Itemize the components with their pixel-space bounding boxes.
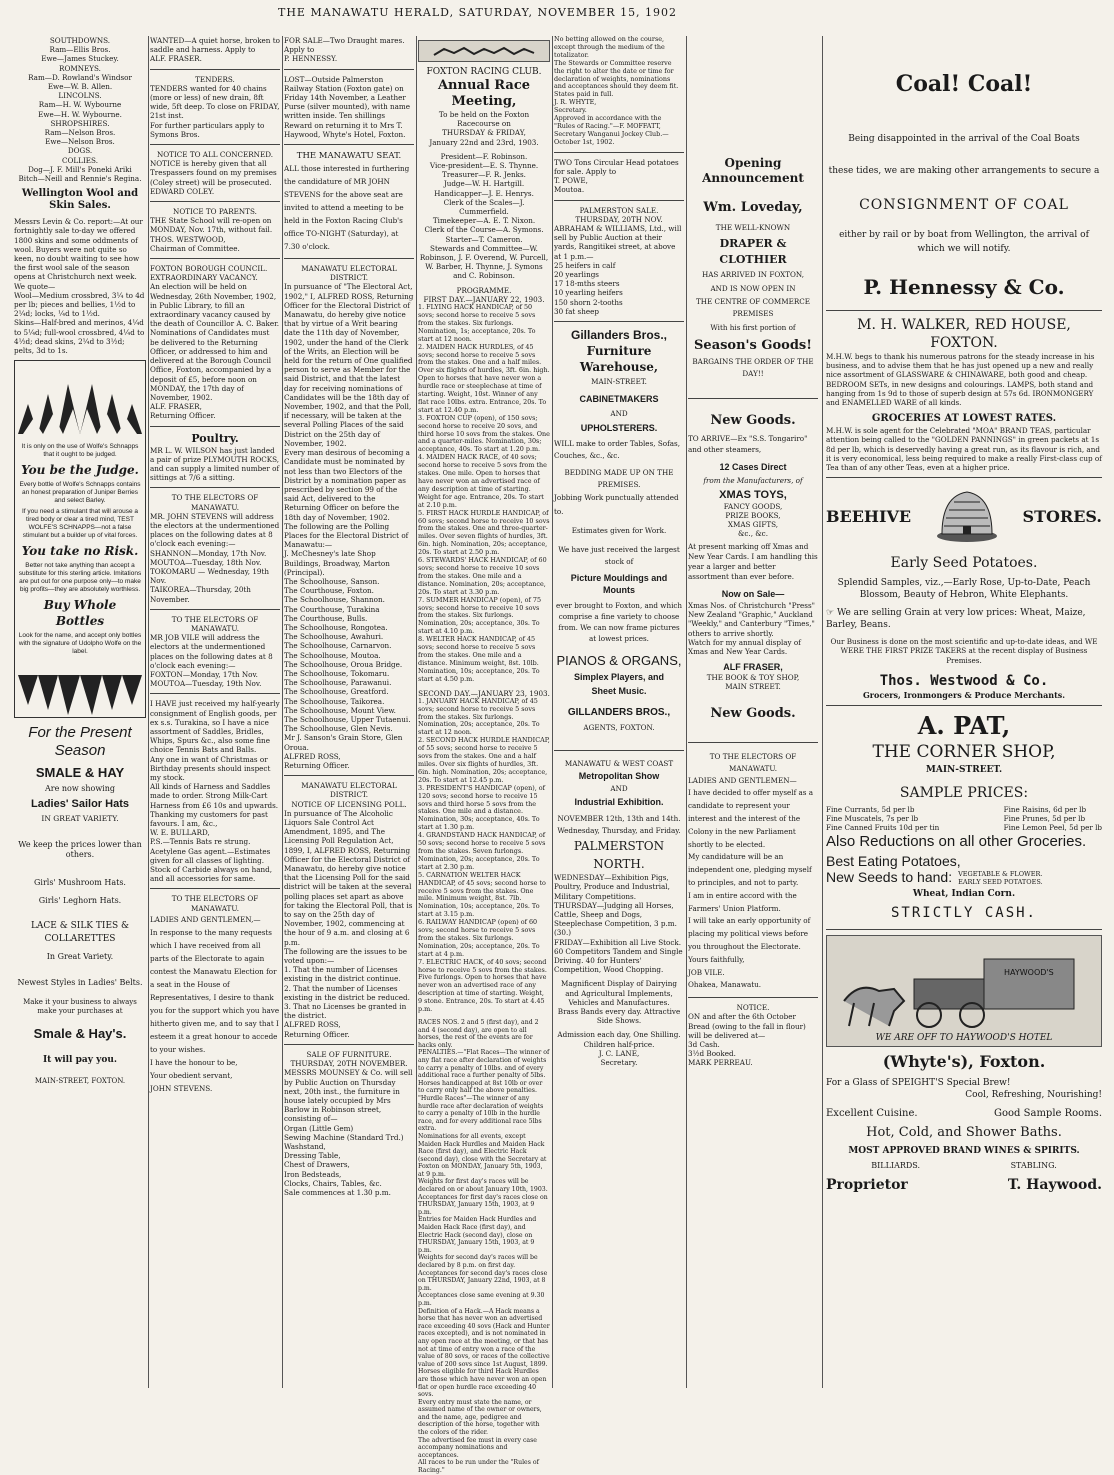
smale-sailor-hats: Ladies' Sailor Hats <box>31 798 129 811</box>
beehive-word: BEEHIVE <box>826 506 912 526</box>
race-footer: RACES NOS. 2 and 5 (first day), and 2 and 4 (second day), are open to all horses, the rest of the events are for hacks only. PENALTIES.—"Flat Races—The winner of any flat race after declaration of weights to carry a penalty of 10lbs. and of every additional race a further penalty of 5lbs. Horses handicapped at 8st 10lb or over to carry only half the above penalties. "Hurdle Races"—The winner of any hurdle race after declaration of weights to carry a penalty of 10lb in the hurdle race, and for every additional race 5lbs extra. Nominations for all events, except Maiden Hack Hurdles and Maiden Hack Race (first day), and Electric Hack (second day), close with the Secretary at Foxton on MONDAY, January 5th, 1903, at 9 p.m. Weights for first day's races will be declared on or about January 10th, 1903. Acceptances for first day's races close on THURSDAY, January 15th, 1903, at 9 p.m. Entries for Maiden Hack Hurdles and Maiden Hack Race (first day), and Electric Hack (second day), close on THURSDAY, January 15th, 1903, at 9 p.m. Weights for second day's races will be declared by 8 p.m. on first day. Acceptances for second day's races close on THURSDAY, January 22nd, 1903, at 8 p.m. Acceptances close same evening at 9.30 p.m. Definition of a Hack.—A Hack means a horse that has never won an advertised race exceeding 40 sovs (Hack and Hunter races excepted), and is not nominated in any open race at the meeting, or that has not at time of entry won a race of the value of 80 sovs, or races of the collective value of 200 sovs since 1st August, 1899. Horses eligible for third Hack Hurdles are those which have never won an open flat or open hurdle race exceeding 40 sovs. Every entry must state the name, or assumed name of the owner or owners, and the name, age, pedigree and description of the horse, together with the colors of the rider. The advertised fee must in every case accompany nominations and acceptances. All races to be run under the "Rules of Racing." <box>418 1019 550 1475</box>
race-meeting-title: Annual Race Meeting, <box>437 78 531 109</box>
best-potatoes: Best Eating Potatoes, <box>826 852 961 869</box>
divider <box>150 201 280 202</box>
groceries-heading: GROCERIES AT LOWEST RATES. <box>871 413 1057 425</box>
wolfe-body-1: Every bottle of Wolfe's Schnapps contains an honest preparation of Juniper Berries and select Barley. <box>19 480 141 504</box>
masthead-text: THE MANAWATU HERALD, SATURDAY, NOVEMBER 15, 1902 <box>278 6 678 19</box>
divider <box>554 750 684 751</box>
zigzag-border-icon <box>18 364 142 440</box>
palmerston-heading: PALMERSTON SALE. THURSDAY, 20TH NOV. <box>575 205 663 224</box>
race-rules: No betting allowed on the course, except through the medium of the totalizator. The Stewards or Committee reserve the right to alter the date or time for declaration of weights, nominations and acceptances should they deem fit. States paid in full. J. R. WHYTE, Secretary. Approved in accordance with the "Rules of Racing."—F. MOFFATT, Secretary Wanganui Jockey Club.—October 1st, 1902. <box>554 35 679 146</box>
column-1 <box>14 36 146 1388</box>
racing-club-title: FOXTON RACING CLUB. <box>426 67 542 77</box>
column-divider <box>282 36 283 1388</box>
smale-mushroom: Girls' Mushroom Hats. <box>34 878 126 888</box>
price-list <box>826 805 1102 833</box>
rooms: Good Sample Rooms. <box>994 1107 1102 1119</box>
electors-2-heading: TO THE ELECTORS OF MANAWATU. <box>171 614 259 633</box>
loveday-portion: With his first portion of <box>710 323 796 332</box>
now-on-sale: Now on Sale— <box>721 589 785 599</box>
column-3 <box>284 36 414 1388</box>
pointing-hand-icon: ☞ <box>826 608 837 619</box>
licensing-body: In pursuance of The Alcoholic Liquors Sale Control Act Amendment, 1895, and The Licensing Poll Regulation Act, 1899, I, ALFRED ROSS, Returning Officer for the Electoral District of Manawatu, do hereby give notice that the Licensing Poll for the said district will be taken at the several polling places set apart as above for taking the Electoral Poll, that is to say on the 25th day of November, 1902, commencing at the hour of 9 a.m. and closing at 6 p.m. The following are the issues to be voted upon:— 1. That the number of Licenses existing in the district continue. 2. That the number of Licenses existing in the district be reduced. 3. That no Licenses be granted in the district. ALFRED ROSS, Returning Officer. <box>284 808 413 1039</box>
divider <box>826 477 1102 478</box>
furniture-body: MESSRS MOUNSEY & Co. will sell by Public Auction on Thursday next, 20th inst., the furniture in house lately occupied by Mrs Barlow in Robinson street, consisting of— Organ (Little Gem) Sewing Machine (Standard Trd.) Washstand, Dressing Table, Chest of Drawers, Iron Bedsteads, Clocks, Chairs, Tables, &c. Sale commences at 1.30 p.m. <box>284 1068 413 1197</box>
column-divider <box>686 36 687 1388</box>
gillanders-mouldings: Picture Mouldings and Mounts <box>570 573 668 596</box>
show-display: Magnificent Display of Dairying and Agricultural Implements, Vehicles and Manufactures. Brass Bands every day. Attractive Side Shows. <box>557 979 681 1026</box>
electors-2-body: MR JOB VILE will address the electors at the undermentioned places on the following dates at 8 o'clock each evening:— FOXTON—Monday, 17th Nov. MOUTOA—Tuesday, 19th Nov. <box>150 633 273 689</box>
loveday-name: Wm. Loveday, <box>703 200 803 215</box>
divider <box>284 775 414 776</box>
notice-body: NOTICE is hereby given that all Trespassers found on my premises (Coley street) will be prosecuted. EDWARD COLEY. <box>150 159 277 196</box>
smale-lace: LACE & SILK TIES & COLLARETTES <box>30 921 130 945</box>
proprietor: Proprietor <box>826 1176 908 1193</box>
loveday-arrived: HAS ARRIVED IN FOXTON, <box>701 270 805 279</box>
lost-ad: LOST—Outside Palmerston Railway Station (Foxton gate) on Friday 14th November, a Leather Purse (silver mounted), with name written inside. Ten shillings Reward on returning it to Mrs T. Haywood, Whyte's Hotel, Foxton. <box>284 74 411 139</box>
opening-announcement: Opening Announcement <box>702 156 804 185</box>
day-2-body: 1. JANUARY HACK HANDICAP, of 45 sovs; second horse to receive 5 sovs from the stakes. Six furlongs. Nomination, 20s; acceptance, 20s. To start at 12 noon. 2. SECOND HACK HURDLE HANDICAP, of 55 sovs; second horse to receive 5 sovs from the stakes. One and a half miles. Over six flights of hurdles, 3ft. 6in. high. Nomination, 20s; acceptance, 20s. To start at 12.45 p.m. 3. PRESIDENT'S HANDICAP (open), of 120 sovs; second horse to receive 15 sovs and third horse 5 sovs from the stakes. One mile and a distance. Nomination, 30s; acceptance, 40s. To start at 1.30 p.m. 4. GRANDSTAND HACK HANDICAP, of 50 sovs; second horse to receive 5 sovs from the stakes. Seven furlongs. Nomination, 20s; acceptance, 20s. To start at 2.30 p.m. 5. CARNATION WELTER HACK HANDICAP, of 45 sovs; second horse to receive 5 sovs from the stakes. One mile. Minimum weight, 8st. 7lb. Nomination, 10s; acceptance, 20s. To start at 3.15 p.m. 6. RAILWAY HANDICAP (open) of 60 sovs; second horse to receive 5 sovs from the stakes. Six furlongs. Nomination, 20s; acceptance, 20s. To start at 4 p.m. 7. ELECTRIC HACK, of 40 sovs; second horse to receive 5 sovs from the stakes. Five furlongs. Open to horses that have never won an advertised race of any description at time of starting. Weight, 9 stone. Entrance, 20s. To start at 4.45 p.m. <box>418 696 550 1014</box>
seed-potatoes: Early Seed Potatoes. <box>890 555 1038 572</box>
seat-heading: THE MANAWATU SEAT. <box>296 151 402 162</box>
column-divider <box>416 36 417 1388</box>
gillanders-music: Sheet Music. <box>591 686 647 697</box>
show-and: AND <box>610 784 628 794</box>
horse-race-icon <box>429 43 539 59</box>
divider <box>826 705 1102 706</box>
show-industrial: Industrial Exhibition. <box>574 797 664 808</box>
seat-body: ALL those interested in furthering the candidature of MR JOHN STEVENS for the above seat are invited to attend a meeting to be held in the Foxton Racing Club's office TO-NIGHT (Saturday), at 7.30 o'clock. <box>284 164 410 252</box>
bullard-ad: I HAVE just received my half-yearly consignment of English goods, per ex s.s. Turakina, so I have a nice assortment of Saddles, Bridles, Whips, Spurs &c., also some fine choice Tennis Bats and Balls. Any one in want of Christmas or Birthday presents should inspect my stock. All kinds of Harness and Saddles made to order. Strong Milk-Cart Harness from £6 10s and upwards. Thanking my customers for past favours. I am, &c., W. E. BULLARD, P.S.—Tennis Bats re strung. Acetylene Gas agent.—Estimates given for all classes of lighting. Stock of Carbide always on hand, and all accessories for same. <box>150 699 280 884</box>
race-officials: President—F. Robinson. Vice-president—E. S. Thynne. Treasurer—F. R. Jenks. Judge—W. H. Hartgill. Handicapper—J. E. Henrys. Clerk of the Scales—J. Cummerfield. Timekeeper—A. E. T. Nixon. Clerk of the Course—A. Symons. Starter—T. Cameron. Stewards and Committee—W. Robinson, J. F. Overend, W. Purcell, W. Barber, H. Thynne, J. Symons and C. Robinson. <box>419 151 549 281</box>
electors-1-heading: TO THE ELECTORS OF MANAWATU. <box>171 493 259 512</box>
divider <box>284 144 414 145</box>
baths-line: Hot, Cold, and Shower Baths. <box>866 1124 1062 1140</box>
loveday-wellknown: THE WELL-KNOWN <box>715 223 791 232</box>
borough-heading: FOXTON BOROUGH COUNCIL. EXTRAORDINARY VACANCY. <box>150 264 268 283</box>
divider <box>688 742 818 743</box>
gillanders-foxton: AGENTS, FOXTON. <box>583 723 655 733</box>
loveday-open: AND IS NOW OPEN IN <box>710 284 796 293</box>
new-goods-heading: New Goods. <box>710 413 796 428</box>
prices-right: Fine Raisins, 6d per lb Fine Prunes, 5d per lb Fine Lemon Peel, 5d per lb <box>1003 805 1102 833</box>
smale-prices: We keep the prices lower than others. <box>18 840 142 860</box>
wool-sales-body: Messrs Levin & Co. report:—At our fortnightly sale to-day we offered 1800 skins and some oddments of wool. Buyers were not quite so keen, no doubt waiting to see how the first wool sale of the season opens at Christchurch next week. We quote— Wool—Medium crossbred, 3¼ to 4d per lb; pieces and bellies, 1½d to 2¼d; locks, ¼d to 1½d. Skins—Half-bred and merinos, 4¼d to 5¼d; full-wool crossbred, 4¼d to 4½d; dead skins, 2¼d to 3½d; pelts, 3d to 1s. <box>14 217 145 356</box>
stabling: STABLING. <box>1010 1160 1057 1170</box>
divider <box>150 258 280 259</box>
wolfe-body-3: Better not take anything than accept a substitute for this sterling article. Imitations are put out for one purpose only—to make big profits—they are absolutely worthless. <box>18 561 142 593</box>
westwood-sub: Grocers, Ironmongers & Produce Merchants. <box>862 689 1066 700</box>
wool-sales-title: Wellington Wool and Skin Sales. <box>21 188 139 212</box>
column-2 <box>150 36 280 1388</box>
coach-illustration <box>826 935 1102 1047</box>
tenders-body: TENDERS wanted for 40 chains (more or less) of new drain, 8ft wide, 5ft deep. To close on FRIDAY, 21st inst. For further particulars apply to Symons Bros. <box>150 83 280 139</box>
grain-text: We are selling Grain at very low prices: Wheat, Maize, Barley, Beans. <box>826 608 1086 631</box>
prices-left: Fine Currants, 5d per lb Fine Muscatels, 7s per lb Fine Canned Fruits 10d per tin <box>826 805 940 833</box>
gillanders-estimates: Estimates given for Work. <box>571 526 667 536</box>
district-body: In pursuance of "The Electoral Act, 1902," I, ALFRED ROSS, Returning Officer for the Electoral District of Manawatu, do hereby give notice that by virtue of a Writ bearing date the 11th day of November, 1902, under the hand of the Clerk of the Writs, an Election will be held for the return of One qualified person to serve as Member for the said District, and that the latest day for receiving nominations of Candidates will be the 18th day of November, 1902, and that the Poll, if necessary, will be taken at the several Polling Places of the said District on the 25th day of November, 1902. Every man desirous of becoming a Candidate must be nominated by not less than two Electors of the District by a nomination paper as prescribed by section 99 of the said Act, delivered to the Returning Officer on before the 18th day of November, 1902. The following are the Polling Places for the Electoral District of Manawatu:— J. McChesney's late Shop Buildings, Broadway, Marton (Principal). The Schoolhouse, Sanson. The Courthouse, Foxton. The Schoolhouse, Shannon. The Courthouse, Turakina The Courthouse, Bulls. The Schoolhouse, Rongotea. The Schoolhouse, Awahuri. The Schoolhouse, Carnarvon. The Schoolhouse, Moutoa. The Schoolhouse, Oroua Bridge. The Schoolhouse, Tokomaru. The Schoolhouse, Parawanui. The Schoolhouse, Greatford. The Schoolhouse, Taikorea. The Schoolhouse, Mount View. The Schoolhouse, Upper Tutaenui. The Schoolhouse, Glen Nevis. Mr J. Sanson's Grain Store, Glen Oroua. ALFRED ROSS, Returning Officer. <box>284 282 414 770</box>
new-seeds-line <box>826 870 1102 886</box>
walker-heading: M. H. WALKER, RED HOUSE, FOXTON. <box>857 317 1071 351</box>
wines-line: MOST APPROVED BRAND WINES & SPIRITS. <box>848 1145 1080 1156</box>
cuisine-line <box>826 1105 1102 1123</box>
glass-line: For a Glass of SPEIGHT'S Special Brew! <box>826 1077 1011 1088</box>
forsale-ad: FOR SALE—Two Draught mares. Apply to P. HENNESSY. <box>284 36 405 64</box>
sample-prices: SAMPLE PRICES: <box>899 785 1029 802</box>
electors-3-body: LADIES AND GENTLEMEN,— In response to the many requests which I have received from all parts of the Electorate to again contest the Manawatu Election for a seat in the House of Representatives, I desire to thank you for the support which you have hitherto given me, and to say that I esteem it a great honour to accede to your wishes. I have the honour to be, Your obedient servant, JOHN STEVENS. <box>150 914 280 1093</box>
gillanders-jobbing: Jobbing Work punctually attended to. <box>554 493 679 517</box>
loveday-seasons-goods: Season's Goods! <box>694 338 812 353</box>
potatoes-ad: TWO Tons Circular Head potatoes for sale. Apply to T. POWE, Moutoa. <box>554 157 679 195</box>
furniture-date: THURSDAY, 20TH NOVEMBER. <box>290 1059 408 1069</box>
day-2-heading: SECOND DAY.—JANUARY 23, 1903. <box>418 688 550 698</box>
corner-shop: THE CORNER SHOP, <box>872 742 1056 763</box>
divider <box>150 888 280 889</box>
alf-fraser: ALF FRASER, <box>723 662 783 673</box>
smale-lace-variety: In Great Variety. <box>46 952 114 962</box>
masthead <box>0 6 1114 24</box>
divider <box>284 258 414 259</box>
billiards-line <box>826 1159 1102 1173</box>
column-divider <box>148 36 149 1388</box>
gillanders-players: Simplex Players, and <box>573 672 665 683</box>
billiards: BILLIARDS. <box>871 1160 921 1170</box>
divider <box>284 69 414 70</box>
smale-address: MAIN-STREET, FOXTON. <box>34 1077 126 1086</box>
electors-1-body: MR. JOHN STEVENS will address the electors at the undermentioned places on the following dates at 8 o'clock each evening:— SHANNON—Monday, 17th Nov. MOUTOA—Tuesday, 18th Nov. TOKOMARU — Wednesday, 19th Nov. TAIKOREA—Thursday, 20th November. <box>150 511 280 604</box>
corner-street: MAIN-STREET. <box>925 765 1003 776</box>
new-goods-heading-2: New Goods. <box>710 705 796 721</box>
divider <box>150 144 280 145</box>
divider <box>688 997 818 998</box>
xmas-numbers: Xmas Nos. of Christchurch "Press" New Zealand "Graphic," Auckland "Weekly," and Canterbury "Times," others to arrive shortly. Watch for my annual display of Xmas and New Year Cards. <box>688 601 815 657</box>
groceries-body: M.H.W. is sole agent for the Celebrated "MOA" BRAND TEAS, particular attention being called to the "GOLDEN PANNINGS" in green packets at 1s 8d per lb, which is deservedly having a great run, as its flavour is rich, and it is very economical, less being required to make a really First-class cup of Tea than of any other Teas, even at a higher price. <box>826 426 1102 473</box>
smale-belts: Newest Styles in Ladies' Belts. <box>17 978 143 988</box>
show-admission: Admission each day, One Shilling. Children half-price. J. C. LANE, Secretary. <box>557 1030 681 1067</box>
racing-banner-icon <box>418 40 550 62</box>
smale-name: SMALE & HAY <box>35 765 125 781</box>
smale-leghorn: Girls' Leghorn Hats. <box>38 896 122 906</box>
column-7 <box>826 36 1102 1388</box>
beehive-header <box>826 483 1102 549</box>
licensing-heading: MANAWATU ELECTORAL DISTRICT. NOTICE OF LICENSING POLL. <box>291 781 407 809</box>
smale-pay: It will pay you. <box>42 1055 118 1066</box>
tenders-heading: TENDERS. <box>195 74 235 84</box>
coal-body-3: either by rail or by boat from Wellington, the arrival of which we will notify. <box>839 230 1089 254</box>
notice-heading: NOTICE TO ALL CONCERNED. <box>156 150 273 160</box>
smale-showing: Are now showing <box>45 784 115 794</box>
divider <box>150 609 280 610</box>
gillanders-name: Gillanders Bros., <box>570 327 668 342</box>
xmas-toys: XMAS TOYS, <box>719 489 787 501</box>
loveday-premises: THE CENTRE OF COMMERCE PREMISES <box>695 297 811 318</box>
seed-body: Splendid Samples, viz.,—Early Rose, Up-to-Date, Peach Blossom, Beauty of Hebron, White Elephants. <box>837 578 1091 601</box>
divider <box>150 69 280 70</box>
loveday-bargains: BARGAINS THE ORDER OF THE DAY!! <box>692 357 814 378</box>
main-street: MAIN STREET. <box>725 682 781 692</box>
walker-body: M.H.W. begs to thank his numerous patrons for the steady increase in his business, and to advise them that he has just opened up a new and really nice assortment of GLASSWARE & CHINAWARE, both good and cheap. BEDROOM SETs, in new designs and colourings. LAMPS, both stand and hanging from 1s 9d to those of superb design at 57s 6d. IRONMONGERY and ENAMELLED WARE of all kinds. <box>826 352 1095 408</box>
coal-heading: Coal! Coal! <box>895 71 1033 97</box>
new-goods-manufacturers: from the Manufacturers, of <box>703 476 803 485</box>
show-schedule: WEDNESDAY—Exhibition Pigs, Poultry, Produce and Industrial, Military Competitions. THURSDAY—Judging all Horses, Cattle, Sheep and Dogs, Steeplechase Competition, 3 p.m. (30.) FRIDAY—Exhibition all Live Stock. 60 Competitors Tandem and Single Driving. 40 for Hunters' Competition, Wood Chopping. <box>554 873 683 975</box>
divider <box>150 426 280 427</box>
borough-body: An election will be held on Wednesday, 26th November, 1902, in Public Library, to fill an extraordinary vacancy caused by the death of Councillor A. C. Baker. Nominations of Candidates must be delivered to the Returning Officer, or addressed to him and delivered at the Borough Council Office, Foxton, accompanied by a deposit of £5, before noon on MONDAY, the 17th day of November, 1902. ALF. FRASER, Returning Officer. <box>150 282 280 421</box>
gillanders-frame: ever brought to Foxton, and which comprise a fine variety to choose from. We can now frame pictures at lowest prices. <box>555 601 683 644</box>
westwood-name: Thos. Westwood & Co. <box>879 672 1049 689</box>
gillanders-bedding: BEDDING MADE UP ON THE PREMISES. <box>564 468 674 490</box>
stores-word: STORES. <box>1022 506 1102 526</box>
xmas-cards: At present marking off Xmas and New Year Cards. I am handling this year a larger and better assortment than ever before. <box>688 542 818 581</box>
wolfe-intro: It is only on the use of Wolfe's Schnapps that it ought to be judged. <box>21 442 139 458</box>
wolfe-judge: You be the Judge. <box>21 462 139 477</box>
smale-variety: IN GREAT VARIETY. <box>41 814 119 824</box>
district-heading: MANAWATU ELECTORAL DISTRICT. <box>301 264 397 283</box>
show-metropolitan: Metropolitan Show <box>578 771 660 782</box>
horse-coach-icon <box>834 941 1094 1041</box>
programme-heading: PROGRAMME. <box>456 285 512 295</box>
gillanders-received: We have just received the largest stock of <box>558 545 680 567</box>
parents-body: THE State School will re-open on MONDAY, Nov. 17th, without fail. THOS. WESTWOOD, Chairman of Committee. <box>150 216 273 253</box>
whytes-foxton: (Whyte's), Foxton. <box>882 1051 1046 1071</box>
divider <box>554 200 684 201</box>
show-dates: NOVEMBER 12th, 13th and 14th. Wednesday, Thursday, and Friday. <box>557 814 681 836</box>
palmerston-body: ABRAHAM & WILLIAMS, Ltd., will sell by Public Auction at their yards, Rangitikei street, at above at 1 p.m.— 25 heifers in calf 20 yearlings 17 18-mths steers 10 yearling heifers 150 shorn 2-tooths 30 fat sheep <box>554 223 682 316</box>
wolfe-advert <box>14 360 146 718</box>
column-divider <box>552 36 553 1388</box>
strictly-cash: STRICTLY CASH. <box>890 904 1037 921</box>
divider <box>688 398 818 399</box>
column-divider <box>822 36 823 1388</box>
loveday-draper: DRAPER & CLOTHIER <box>719 237 787 266</box>
wanted-ad: WANTED—A quiet horse, broken to saddle and harness. Apply to ALF. FRASER. <box>150 36 280 64</box>
smale-headline: For the Present Season <box>28 724 132 760</box>
gillanders-and: AND <box>610 408 628 418</box>
also-reductions: Also Reductions on all other Groceries. <box>826 832 1087 850</box>
wolfe-body-4: Look for the name, and accept only bottles with the signature of Udolpho Wolfe on the label. <box>18 631 142 655</box>
show-line-1: MANAWATU & WEST COAST <box>564 759 674 769</box>
new-goods-cases: 12 Cases Direct <box>719 462 787 472</box>
show-results-list: SOUTHDOWNS. Ram—Ellis Bros. Ewe—James Stuckey. ROMNEYS. Ram—D. Rowland's Windsor Ewe—W. B. Allen. LINCOLNS. Ram—H. W. Wybourne Ewe—H. W. Wybourne. SHROPSHIRES. Ram—Nelson Bros. Ewe—Nelson Bros. DOGS. COLLIES. Dog—J. F. Mill's Poneki Ariki Bitch—Neill and Rennie's Regina. <box>18 36 142 184</box>
haywood: T. Haywood. <box>1007 1176 1102 1193</box>
smale-hays: Smale & Hay's. <box>33 1026 127 1042</box>
vile-heading: TO THE ELECTORS OF MANAWATU. <box>709 751 797 773</box>
day-1-body: 1. FLYING HACK HANDICAP, of 50 sovs; second horse to receive 5 sovs from the stakes. Six furlongs. Nomination, 1s; acceptance, 20s. To start at 12 noon. 2. MAIDEN HACK HURDLES, of 45 sovs; second horse to receive 5 sovs from the stakes. One and a half miles. Over six flights of hurdles, 3ft. 6in. high. Open to horses that have never won a hurdle race or steeplechase at time of starting. Weight, 10st. Winner of any flat race 10lbs. extra. Entrance, 20s. To start at 12.40 p.m. 3. FOXTON CUP (open), of 150 sovs; second horse to receive 20 sovs, and third horse 10 sovs from the stakes. One and a quarter-miles. Nomination, 30s; acceptance, 40s. To start at 1.20 p.m. 4. MAIDEN HACK RACE, of 40 sovs; second horse to receive 5 sovs from the stakes. One mile. Open to horses that have never won an advertised race of any description at time of starting. Weight for age. Entrance, 20s. To start at 2.10 p.m. 5. FIRST HACK HURDLE HANDICAP, of 60 sovs; second horse to receive 10 sovs from the stakes. One and three-quarter-miles. Over seven flights of hurdles, 3ft. 6in. high. Nomination, 20s; acceptance, 20s. To start at 2.50 p.m. 6. STEWARDS' HACK HANDICAP, of 60 sovs; second horse to receive 10 sovs from the stakes. One mile and a distance. Nomination, 20s; acceptance, 20s. To start at 3.30 p.m. 7. SUMMER HANDICAP (open), of 75 sovs; second horse to receive 10 sovs from the stakes. Six furlongs. Nomination, 20s; acceptance, 30s. To start at 4.10 p.m. 8. WELTER HACK HANDICAP, of 45 sovs; second horse to receive 5 sovs from the stakes. One mile and a distance. Minimum weight, 8st. 10lb. Nomination, 10s; acceptance, 20s. To start at 4.50 p.m. <box>418 303 550 683</box>
divider <box>284 1044 414 1045</box>
new-seeds-small: VEGETABLE & FLOWER. EARLY SEED POTATOES. <box>958 869 1043 886</box>
column-6 <box>688 36 818 1388</box>
poultry-body: MR L. W. WILSON has just landed a pair of prize PLYMOUTH ROCKS, and can supply a limited number of sittings at 7/6 a sitting. <box>150 445 280 483</box>
xmas-fancy-goods: FANCY GOODS, PRIZE BOOKS, XMAS GIFTS, &c., &c. <box>723 502 783 538</box>
column-5 <box>554 36 684 1388</box>
wolfe-risk: You take no Risk. <box>21 543 139 558</box>
business-line: Our Business is done on the most scientific and up-to-date ideas, and WE WERE THE FIRST PRIZE TAKERS at the recent display of Business Premises. <box>830 637 1098 665</box>
svg-text:HAYWOOD'S: HAYWOOD'S <box>1004 967 1054 977</box>
divider <box>150 693 280 694</box>
book-toy-shop: THE BOOK & TOY SHOP, <box>706 673 800 683</box>
divider <box>150 487 280 488</box>
cuisine: Excellent Cuisine. <box>826 1107 918 1119</box>
smale-business: Make it your business to always make your purchases at <box>23 998 137 1016</box>
bread-heading: NOTICE. <box>736 1003 770 1013</box>
proprietor-line <box>826 1175 1102 1195</box>
gillanders-cabinetmakers: CABINETMAKERS <box>579 393 659 404</box>
column-4 <box>418 36 550 1475</box>
show-palmerston: PALMERSTON NORTH. <box>573 839 665 872</box>
cool-line: Cool, Refreshing, Nourishing! <box>965 1089 1102 1100</box>
coach-caption: WE ARE OFF TO HAYWOOD'S HOTEL <box>875 1033 1053 1044</box>
new-seeds: New Seeds to hand: <box>826 869 953 886</box>
poultry-heading: Poultry. <box>191 431 239 445</box>
day-1-heading: FIRST DAY.—JANUARY 22, 1903. <box>423 294 545 304</box>
new-goods-arrive: TO ARRIVE—Ex "S.S. Tongariro" and other steamers, <box>688 434 808 454</box>
race-held: To be held on the Foxton Racecourse on THURSDAY & FRIDAY, January 22nd and 23rd, 1903. <box>429 110 539 147</box>
gillanders-make: WILL make to order Tables, Sofas, Couches, &c., &c. <box>554 439 680 461</box>
wolfe-body-2: If you need a stimulant that will arouse a tired body or clear a tired mind, TEST WOLFE'S SCHNAPPS—not a false stimulant but a builder up of vital forces. <box>22 507 138 539</box>
gillanders-street: MAIN-STREET. <box>591 376 647 386</box>
gillanders-agents: GILLANDERS BROS., <box>567 707 671 719</box>
beehive-icon <box>932 486 1002 546</box>
wheat-corn: Wheat, Indian Corn. <box>912 888 1016 899</box>
pat-name: A. PAT, <box>917 711 1011 741</box>
electors-3-heading: TO THE ELECTORS OF MANAWATU. <box>171 894 259 913</box>
coal-consignment: CONSIGNMENT OF COAL <box>859 197 1069 213</box>
coal-body-2: these tides, we are making other arrangements to secure a <box>828 166 1100 176</box>
furniture-heading: SALE OF FURNITURE. <box>306 1049 392 1059</box>
divider <box>826 929 1102 930</box>
gillanders-upholsterers: UPHOLSTERERS. <box>580 423 658 434</box>
divider <box>554 321 684 322</box>
gillanders-pianos: PIANOS & ORGANS, <box>556 653 682 669</box>
grain-line <box>826 607 1102 631</box>
wolfe-buy: Buy Whole Bottles <box>43 597 117 628</box>
bread-body: ON and after the 6th October Bread (owing to the fall in flour) will be delivered at— 3d Cash. 3½d Booked. MARK PERREAU. <box>688 1012 806 1068</box>
coal-body-1: Being disappointed in the arrival of the Coal Boats <box>848 134 1080 144</box>
parents-heading: NOTICE TO PARENTS. <box>173 207 257 217</box>
divider <box>554 152 684 153</box>
vile-body: LADIES AND GENTLEMEN— I have decided to offer myself as a candidate to represent your interest and the interest of the Colony in the new Parliament shortly to be elected. My candidature will be an independent one, pledging myself to principles, and not to party. I am in entire accord with the Farmers' Union Platform. I will take an early opportunity of placing my political views before you throughout the Electorate. Yours faithfully, JOB VILE. Ohakea, Manawatu. <box>688 775 814 990</box>
gillanders-warehouse: Furniture Warehouse, <box>579 343 659 374</box>
zigzag-border-icon <box>18 675 142 715</box>
hennessy-name: P. Hennessy & Co. <box>863 275 1065 299</box>
divider <box>826 310 1102 311</box>
